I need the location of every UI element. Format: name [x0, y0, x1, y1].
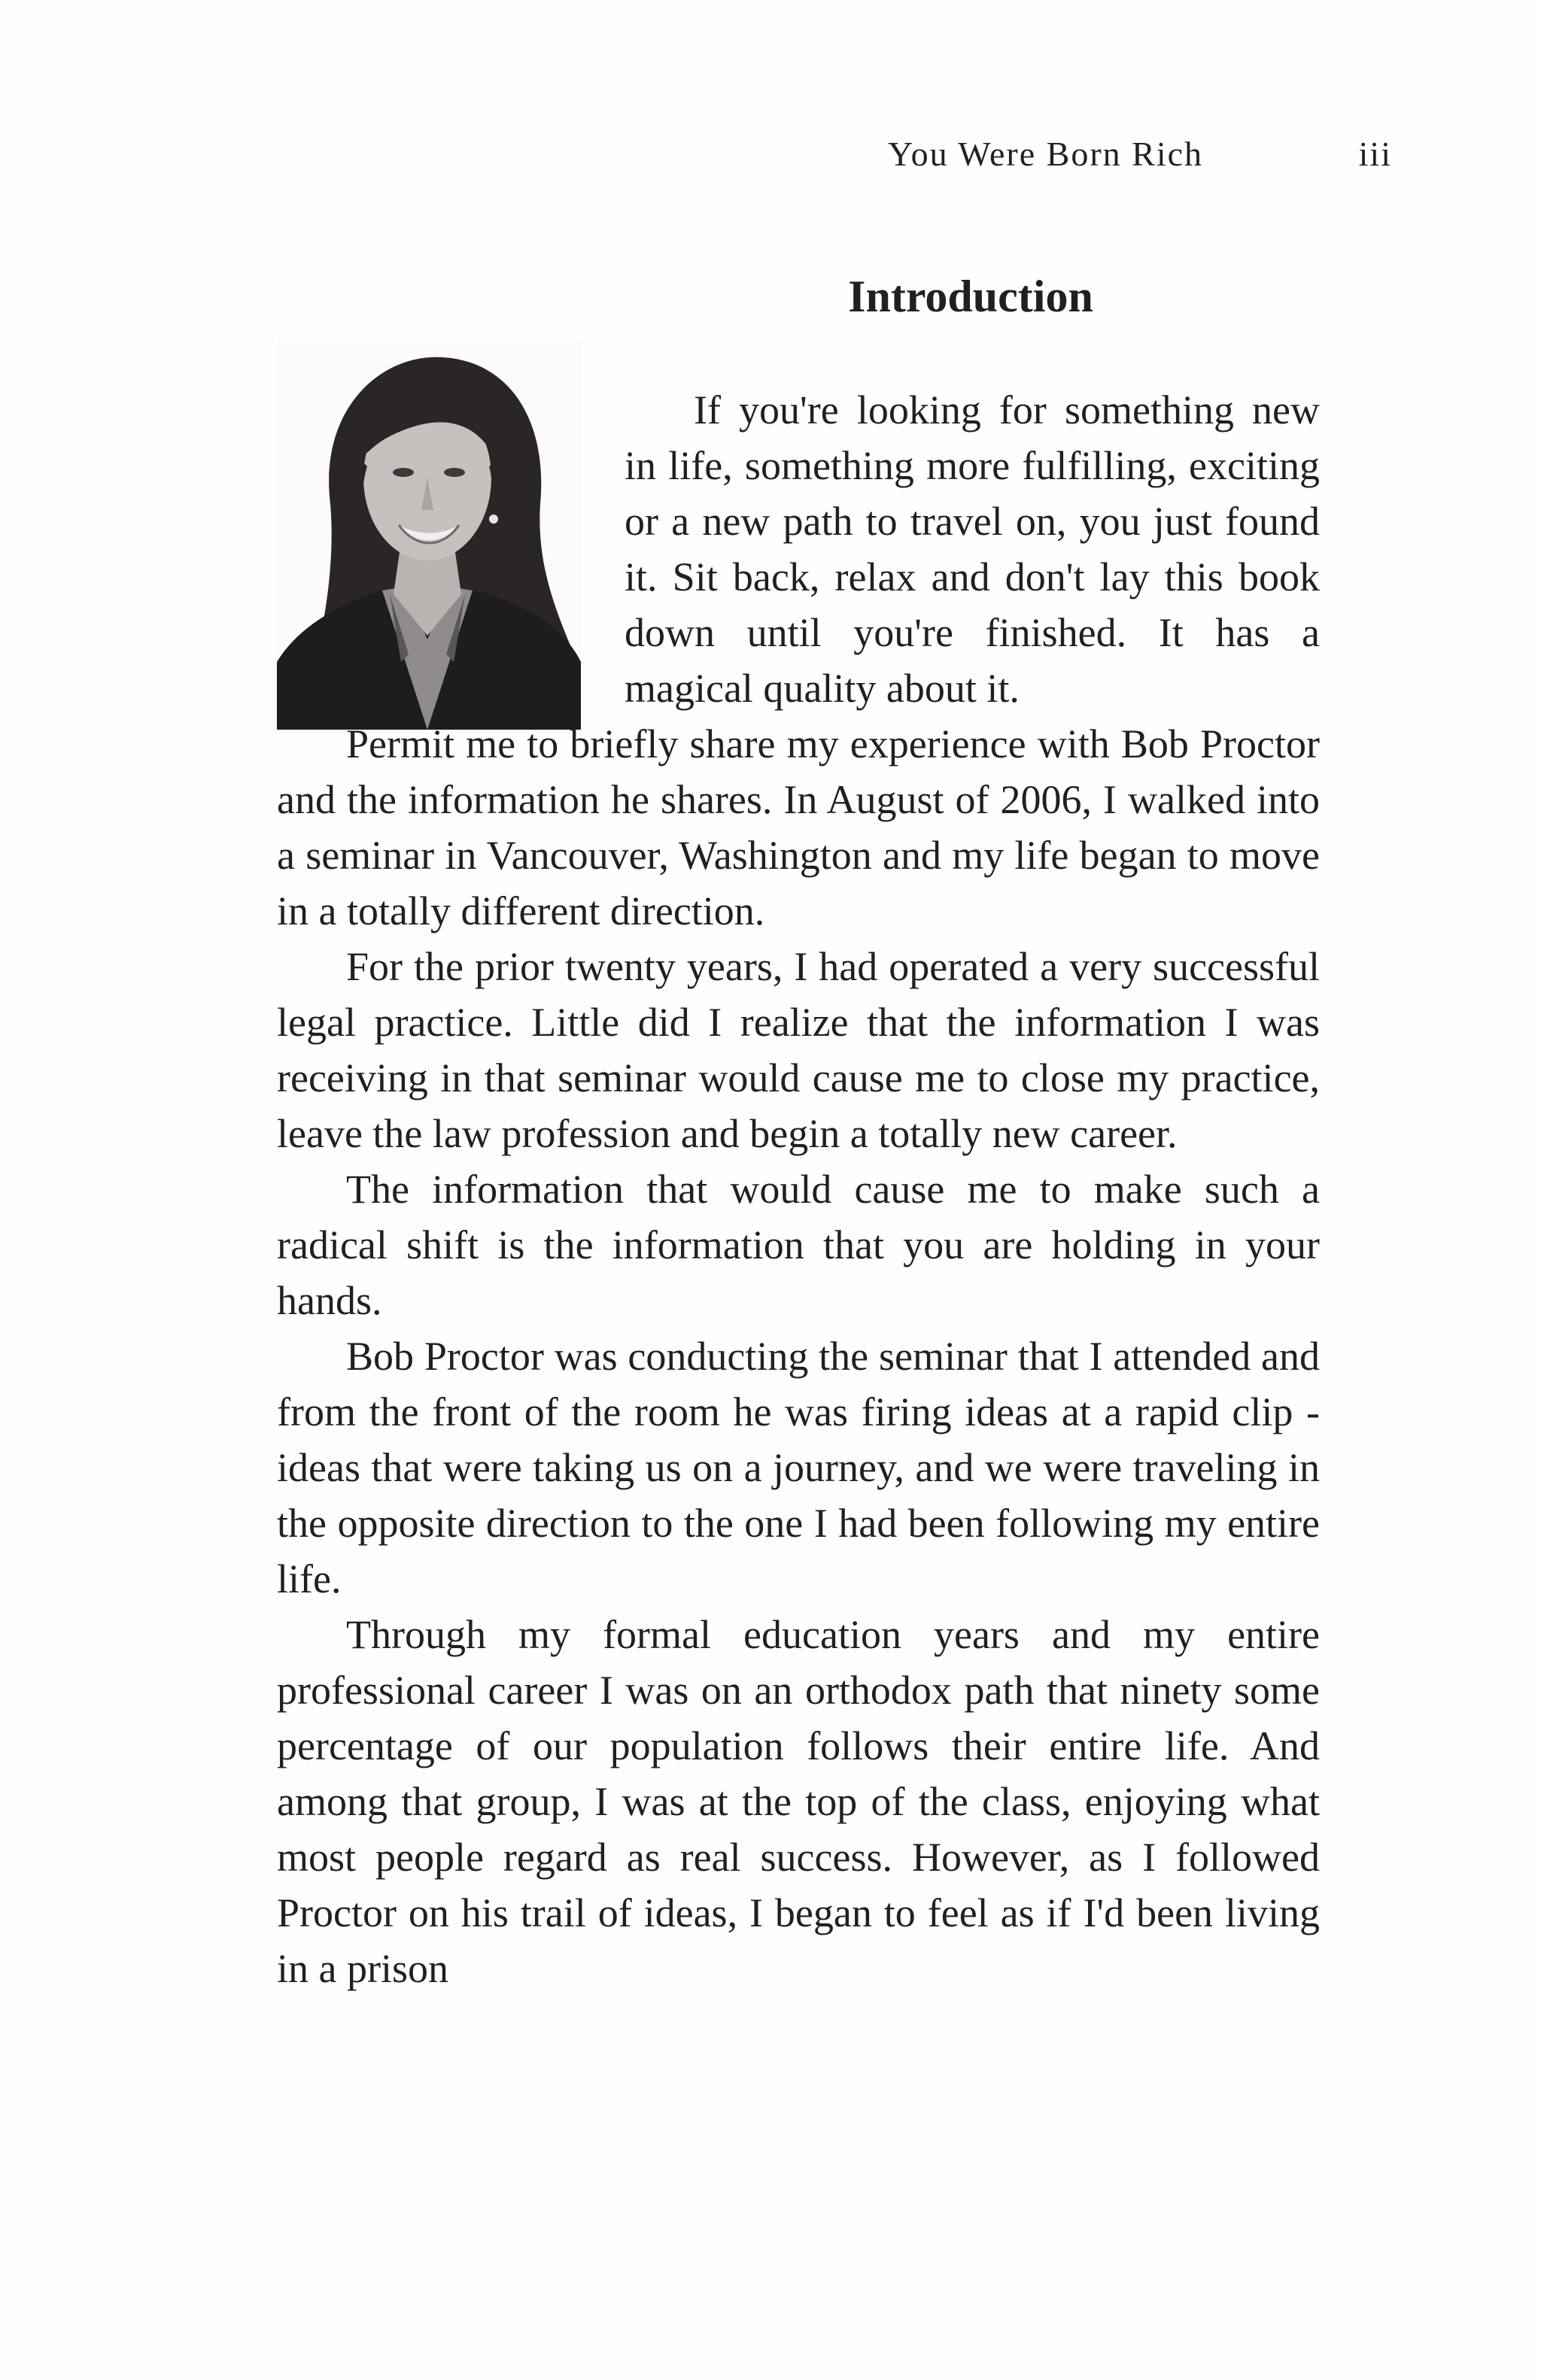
body-text — [277, 382, 1320, 1996]
page-number: iii — [1358, 135, 1392, 173]
paragraph-3: For the prior twenty years, I had operated a very successful legal practice. Little did I realize that the information I was receiving in that seminar would cause me to close my practice, leave the law profession and begin a totally new career. — [277, 944, 1320, 1156]
running-header — [888, 134, 1392, 179]
paragraph-5: Bob Proctor was conducting the seminar that I attended and from the front of the room he was firing ideas at a rapid clip - ideas that were taking us on a journey, and we were traveling in the opposite direction to the one I had been following my entire life. — [277, 1334, 1320, 1601]
paragraph-2: Permit me to briefly share my experience with Bob Proctor and the information he shares. In August of 2006, I walked into a seminar in Vancouver, Washington and my life began to move in a totally different direction. — [277, 721, 1320, 933]
chapter-title: Introduction — [848, 272, 1093, 321]
paragraph-4: The information that would cause me to make such a radical shift is the information that you are holding in your hands. — [277, 1167, 1320, 1323]
paragraph-6: Through my formal education years and my entire professional career I was on an orthodox path that ninety some percentage of our population follows their entire life. And among that group, I was at the top of the class, enjoying what most people regard as real success. However, as I followed Proctor on his trail of ideas, I began to feel as if I'd been living in a prison — [277, 1612, 1320, 1991]
running-title: You Were Born Rich — [888, 135, 1204, 173]
paragraph-1: If you're looking for something new in life, something more fulfilling, exciting or a new path to travel on, you just found it. Sit back, relax and don't lay this book down until you're finished. It has a magical quality about it. — [625, 387, 1320, 711]
